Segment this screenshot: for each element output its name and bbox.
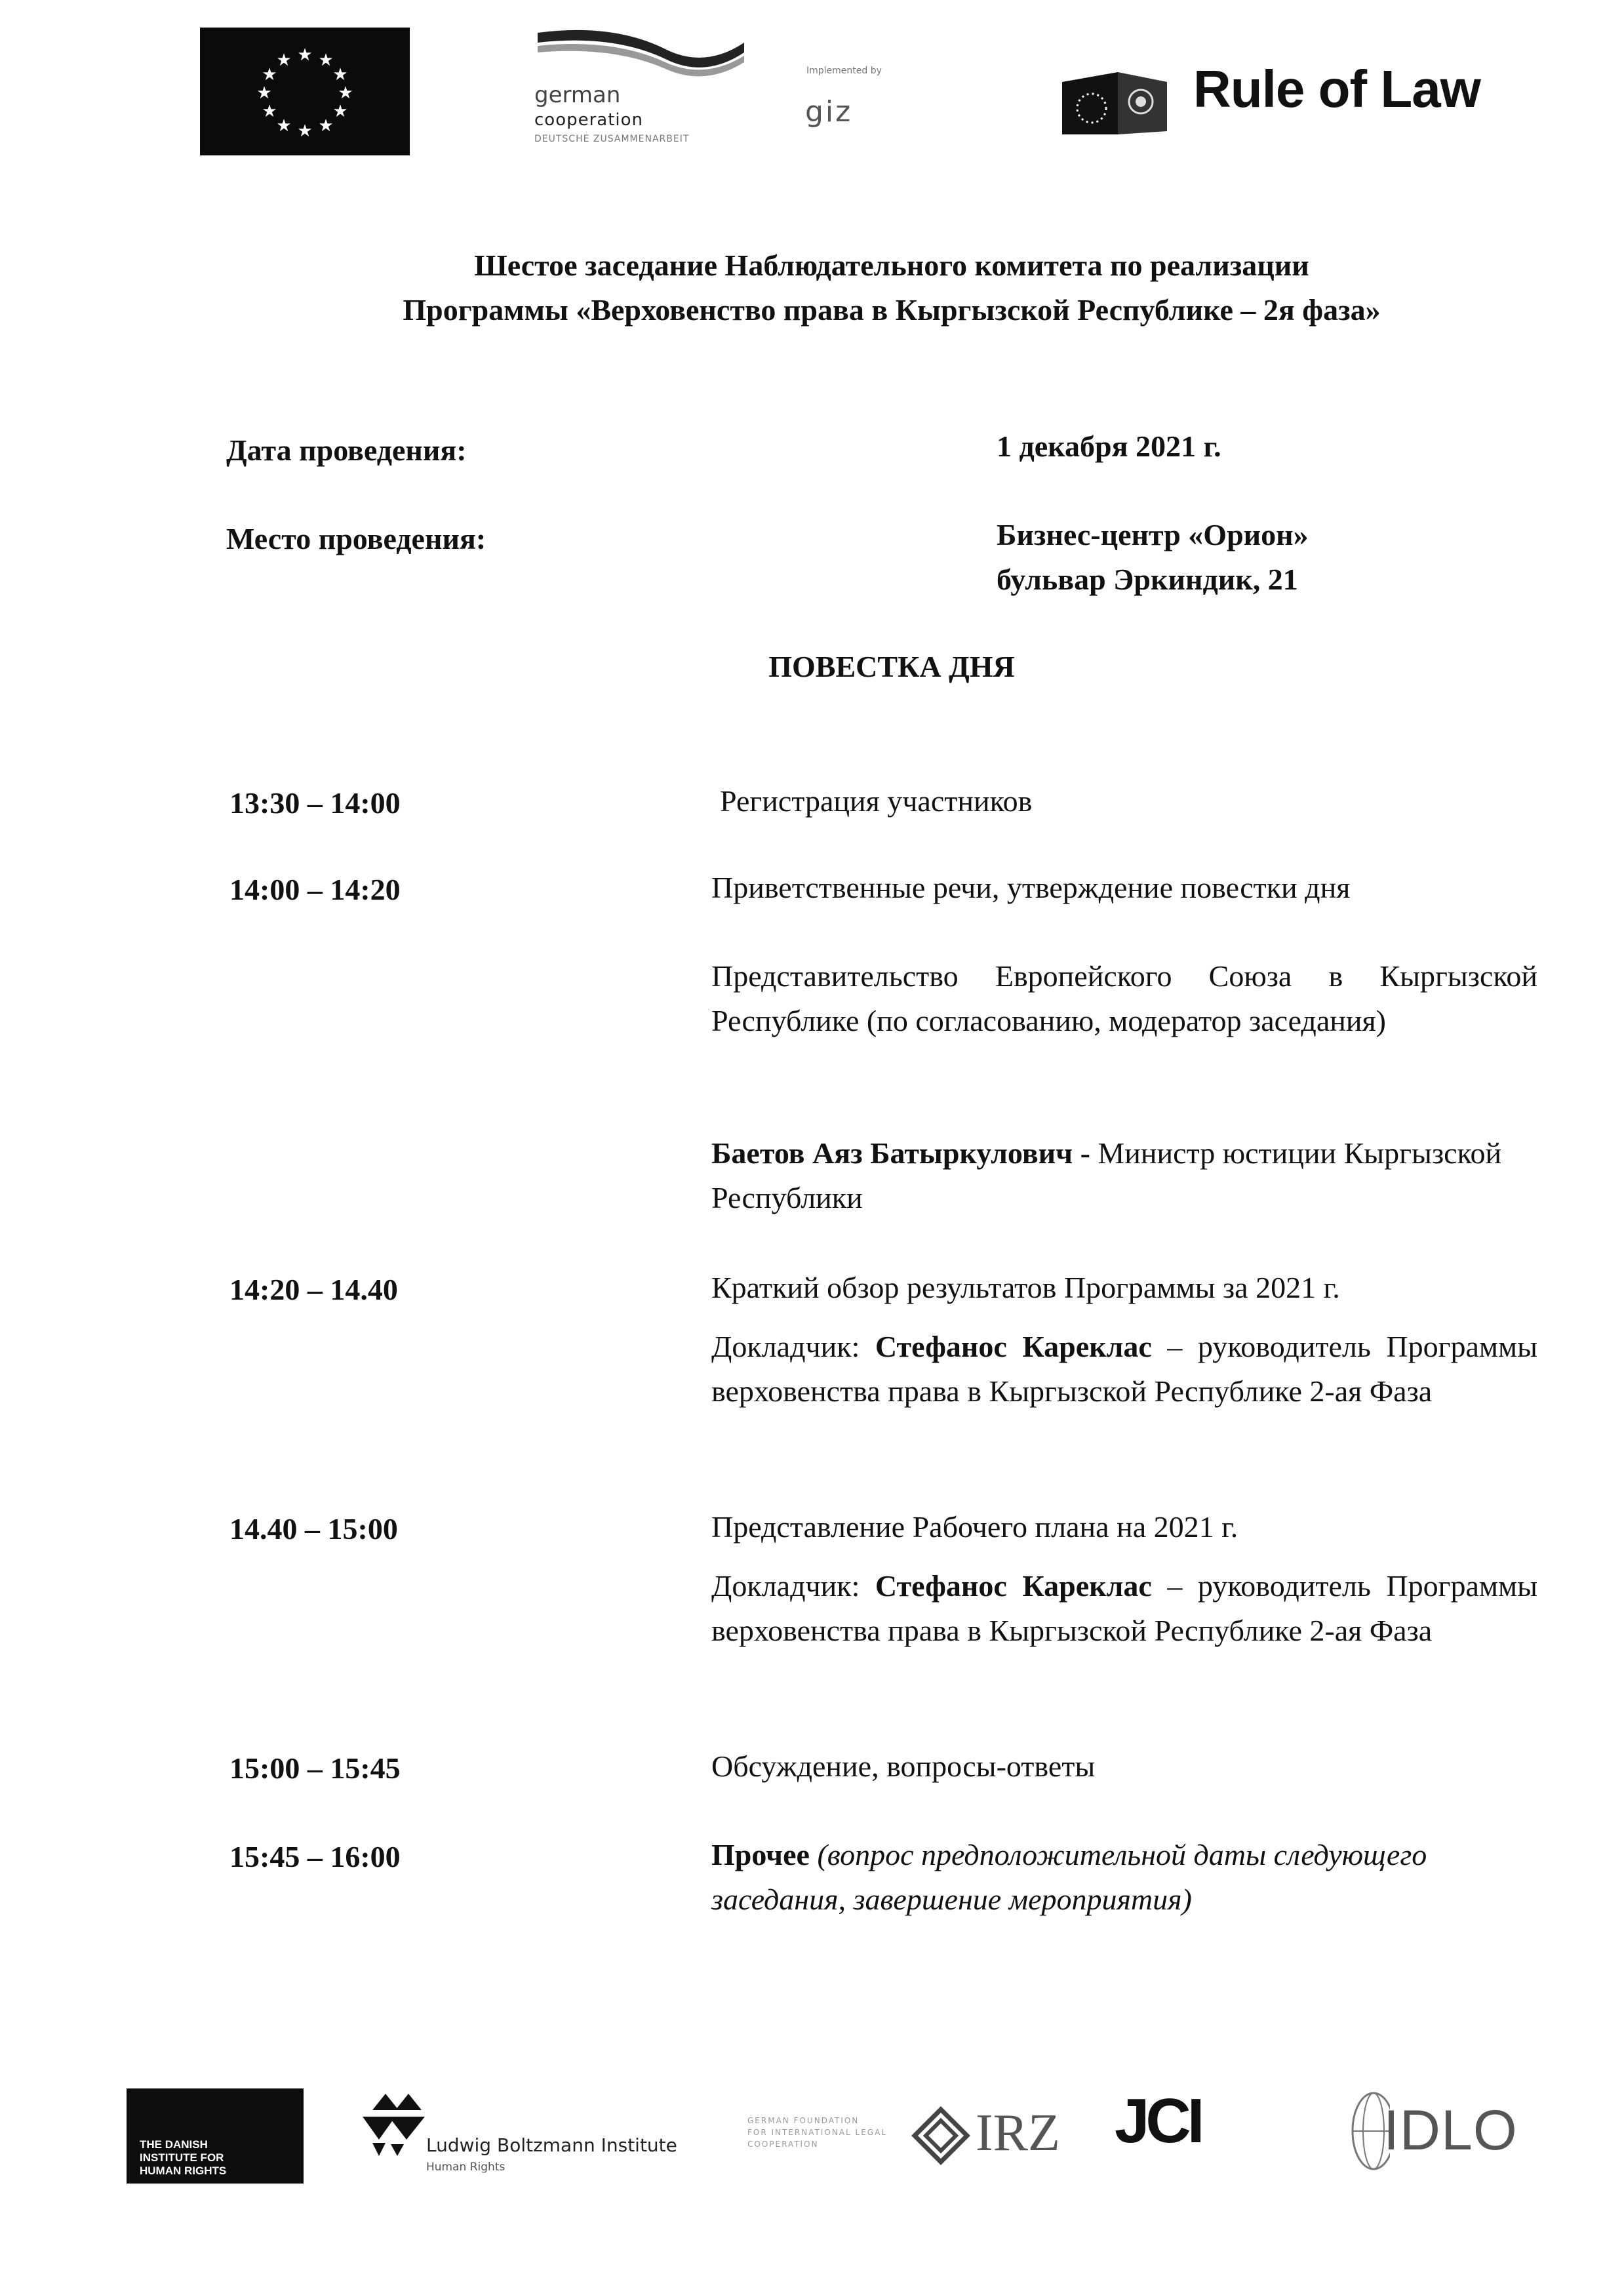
- svg-text:★: ★: [332, 102, 348, 121]
- date-value: 1 декабря 2021 г.: [997, 429, 1221, 463]
- idlo-logo: IDLO: [1383, 2099, 1518, 2162]
- place-value-line1: Бизнес-центр «Орион»: [997, 518, 1309, 551]
- agenda-item-speaker: [711, 1564, 1537, 1653]
- place-label: Место проведения:: [226, 522, 486, 555]
- speaker-label: Докладчик:: [711, 1330, 875, 1363]
- irz-small-line2: FOR INTERNATIONAL LEGAL: [747, 2128, 887, 2137]
- speaker-name: Баетов Аяз Батыркулович -: [711, 1136, 1090, 1170]
- svg-text:★: ★: [318, 116, 334, 136]
- german-cooperation-logo: [534, 26, 751, 154]
- place-value-line2: бульвар Эркиндик, 21: [997, 563, 1298, 596]
- agenda-item-text: Представление Рабочего плана на 2021 г.: [711, 1510, 1238, 1544]
- agenda-item-organizer: Представительство Европейского Союза в Кыргызской Республике (по согласованию, модератор заседания): [711, 959, 1537, 1037]
- speaker-name: Стефанос Кареклас: [875, 1330, 1152, 1363]
- date-label: Дата проведения:: [226, 433, 467, 467]
- agenda-item-time: 14:00 – 14:20: [229, 873, 401, 906]
- svg-text:★: ★: [318, 50, 334, 70]
- irz-logo: IRZ: [976, 2104, 1060, 2162]
- irz-small-line3: COOPERATION: [747, 2140, 819, 2149]
- jci-logo: JCI: [1115, 2086, 1201, 2156]
- document-title-line2: Программы «Верховенство права в Кыргызской Республике – 2я фаза»: [403, 293, 1381, 327]
- svg-text:★: ★: [256, 83, 272, 103]
- svg-text:★: ★: [276, 50, 292, 70]
- giz-implemented-by: Implemented by: [806, 66, 882, 76]
- german-cooperation-line3: DEUTSCHE ZUSAMMENARBEIT: [534, 134, 690, 144]
- speaker-name: Стефанос Кареклас: [875, 1569, 1152, 1603]
- svg-text:★: ★: [276, 116, 292, 136]
- rule-of-law-emblem-icon: [1056, 69, 1174, 141]
- danish-institute-logo: [127, 2088, 304, 2184]
- speaker-label: Докладчик:: [711, 1569, 875, 1603]
- irz-small-line1: GERMAN FOUNDATION: [747, 2116, 860, 2125]
- agenda-item-title: Прочее: [711, 1838, 810, 1871]
- german-flag-swoosh-icon: [534, 26, 751, 79]
- agenda-item-time: 14.40 – 15:00: [229, 1512, 398, 1546]
- svg-text:★: ★: [338, 83, 353, 103]
- agenda-item-text: [711, 1833, 1485, 1922]
- agenda-item-speaker: [711, 1325, 1537, 1414]
- svg-text:★: ★: [262, 102, 277, 121]
- ludwig-boltzmann-name: Ludwig Boltzmann Institute: [426, 2134, 677, 2156]
- dihr-line2: INSTITUTE FOR: [140, 2151, 224, 2164]
- agenda-item-time: 15:00 – 15:45: [229, 1751, 401, 1785]
- document-title-line1: Шестое заседание Наблюдательного комитета по реализации: [474, 249, 1309, 282]
- agenda-item-text: Приветственные речи, утверждение повестки дня: [711, 871, 1351, 904]
- agenda-item-note: (вопрос предположительной даты следующего заседания, завершение мероприятия): [711, 1838, 1427, 1916]
- german-cooperation-line1: german: [534, 82, 621, 108]
- agenda-item-text: Обсуждение, вопросы-ответы: [711, 1749, 1096, 1783]
- svg-text:★: ★: [297, 45, 313, 65]
- irz-foundation-text: [747, 2115, 887, 2150]
- eu-flag-icon: [200, 28, 410, 155]
- agenda-heading: ПОВЕСТКА ДНЯ: [768, 650, 1015, 683]
- agenda-item-text: Краткий обзор результатов Программы за 2021 г.: [711, 1271, 1340, 1304]
- agenda-item-text: Регистрация участников: [720, 784, 1033, 818]
- rule-of-law-logo: Rule of Law: [1193, 60, 1480, 118]
- agenda-item-speaker: [711, 1131, 1537, 1220]
- ludwig-boltzmann-mark-icon: [359, 2090, 431, 2163]
- svg-text:★: ★: [297, 121, 313, 141]
- dihr-line1: THE DANISH: [140, 2138, 208, 2151]
- agenda-item-time: 14:20 – 14.40: [229, 1273, 398, 1306]
- svg-text:★: ★: [262, 65, 277, 85]
- speaker-role: – руководитель Программы верховенства права в Кыргызской Республике 2-ая Фаза: [711, 1569, 1537, 1647]
- speaker-role: – руководитель Программы верховенства права в Кыргызской Республике 2-ая Фаза: [711, 1330, 1537, 1408]
- ludwig-boltzmann-sub: Human Rights: [426, 2161, 505, 2174]
- eu-stars-icon: [200, 28, 410, 155]
- giz-logo: giz: [805, 95, 853, 129]
- dihr-line3: HUMAN RIGHTS: [140, 2165, 227, 2177]
- svg-text:★: ★: [332, 65, 348, 85]
- irz-diamond-icon: [911, 2106, 970, 2165]
- agenda-item-time: 15:45 – 16:00: [229, 1840, 401, 1873]
- speaker-role: Министр юстиции Кыргызской Республики: [711, 1136, 1502, 1214]
- agenda-item-time: 13:30 – 14:00: [229, 786, 401, 820]
- german-cooperation-line2: cooperation: [534, 110, 644, 130]
